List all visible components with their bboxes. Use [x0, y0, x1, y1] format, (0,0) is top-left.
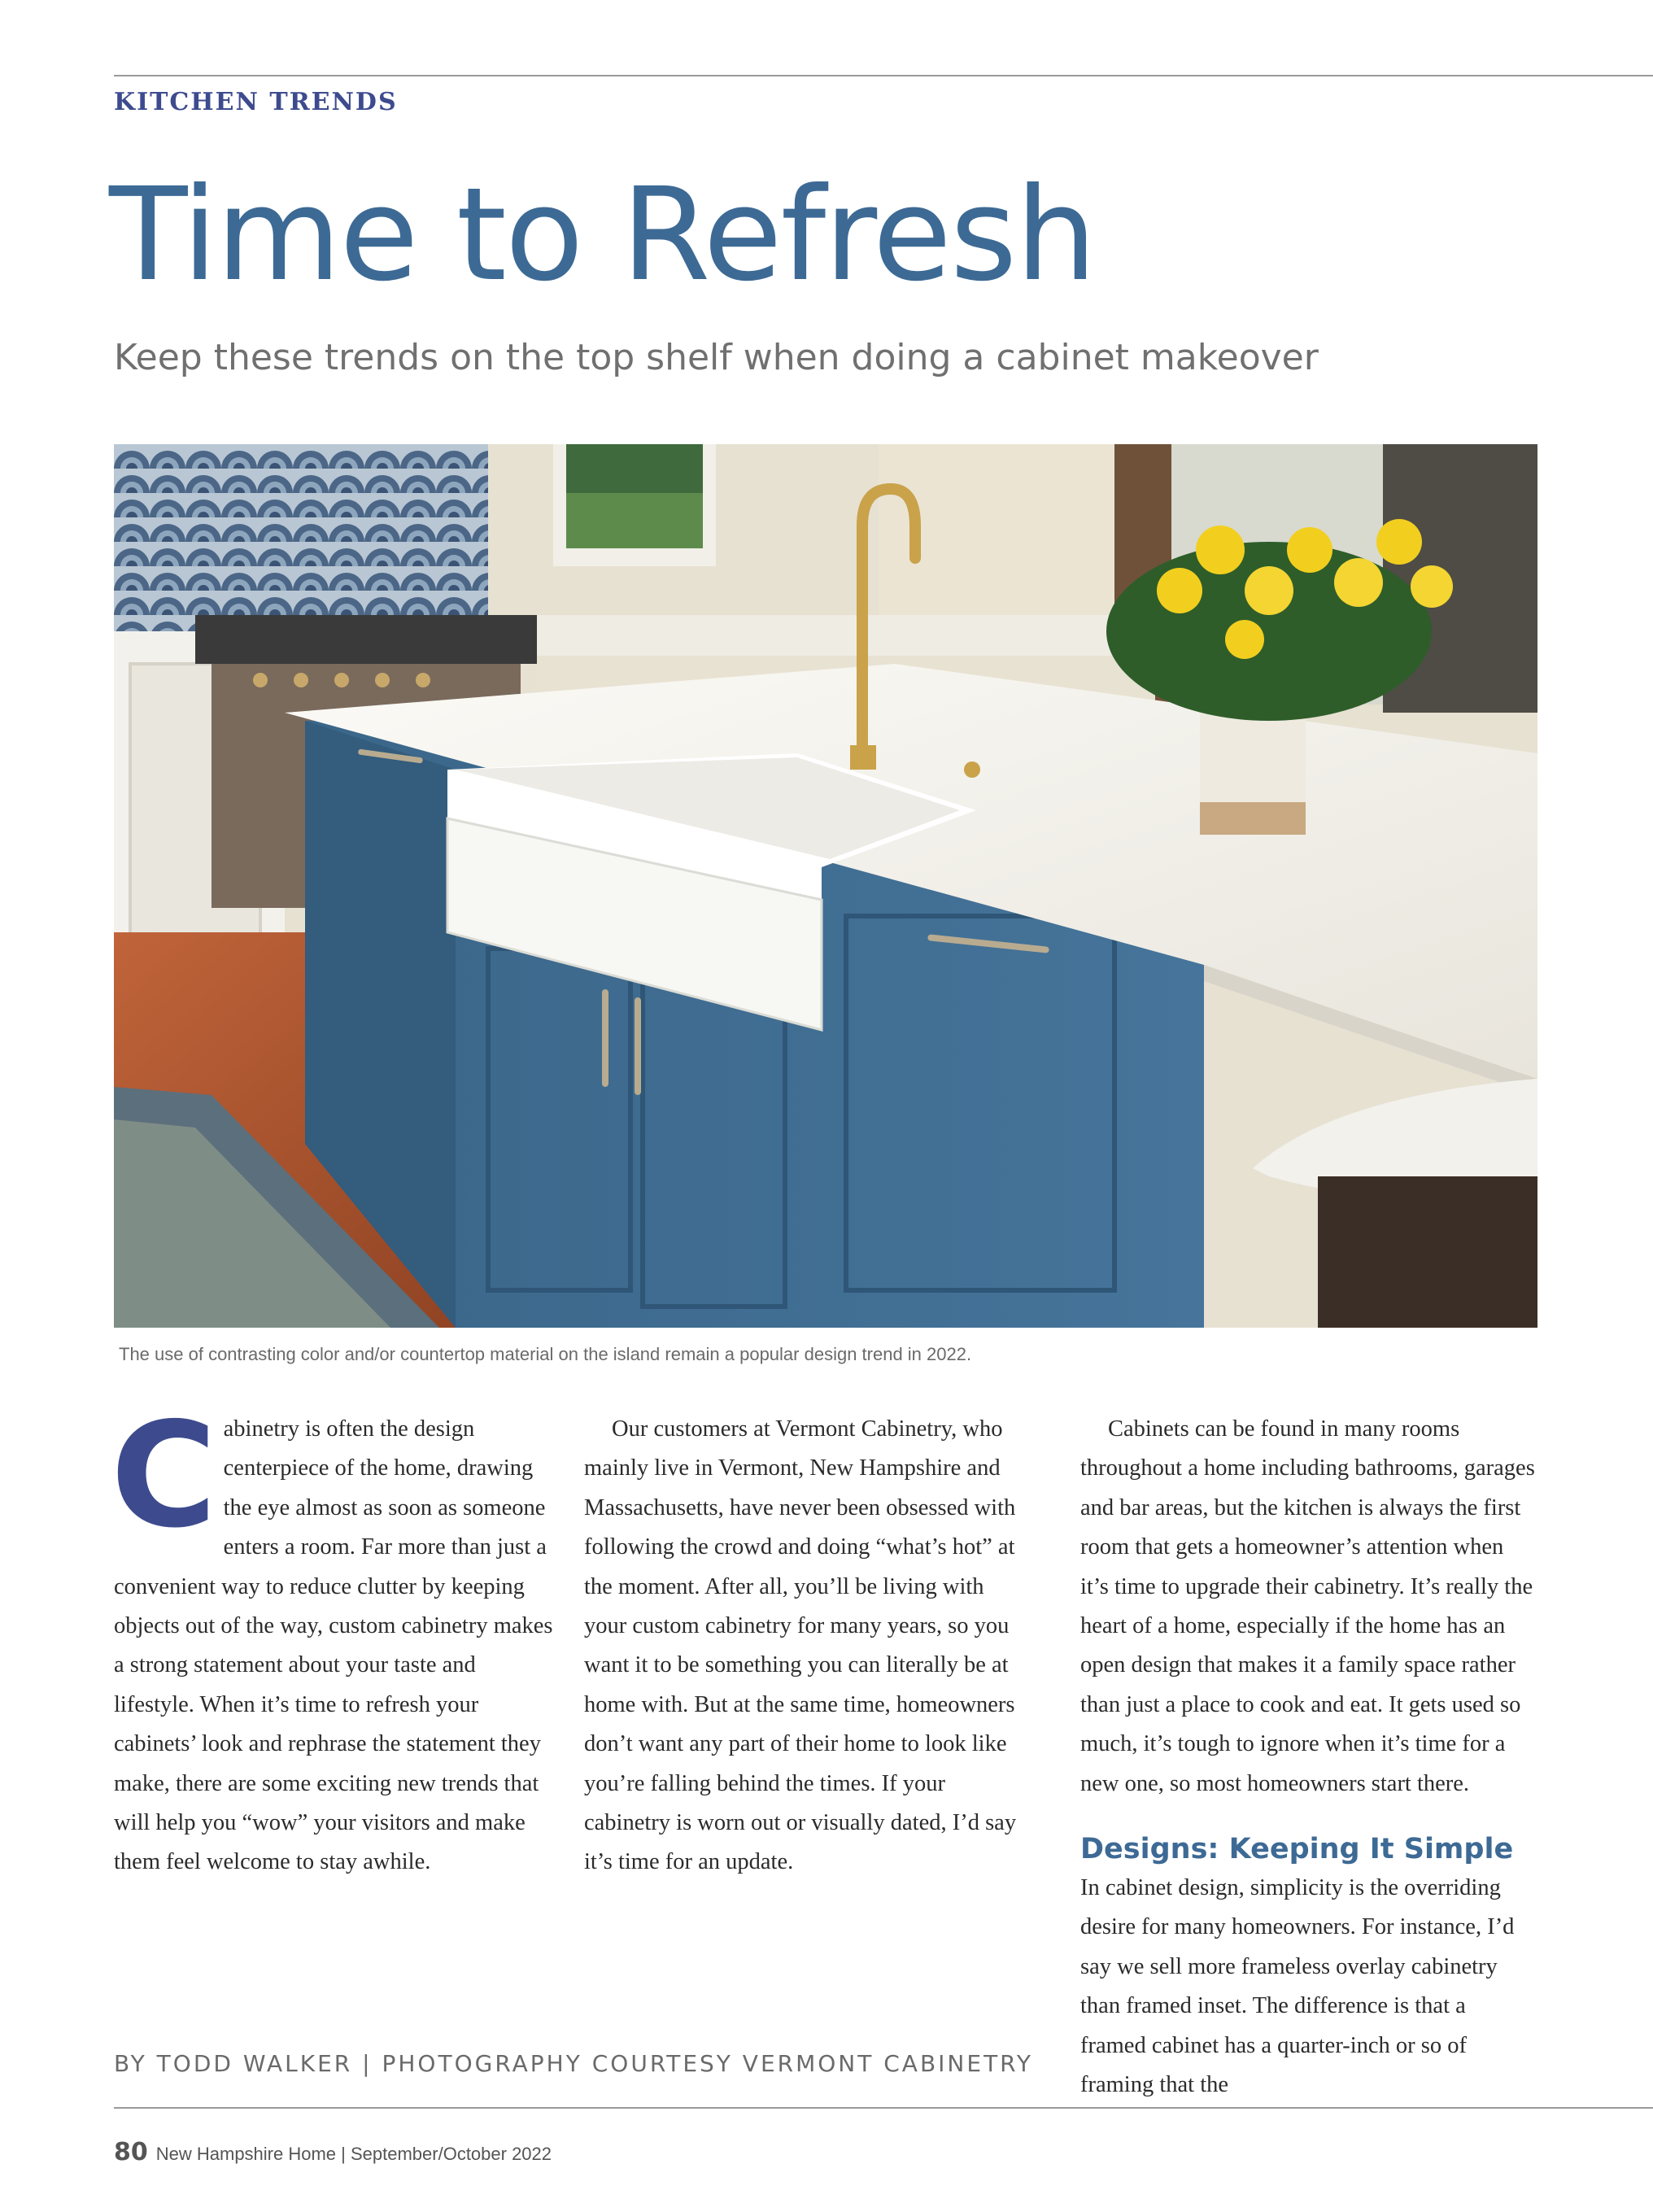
page-footer — [114, 2138, 552, 2166]
publication-info: New Hampshire Home | September/October 2022 — [155, 2144, 552, 2164]
article-column-1 — [111, 1391, 561, 1883]
drop-cap: C — [111, 1391, 217, 1560]
paragraph-4: In cabinet design, simplicity is the overriding desire for many homeowners. For instance, I’d say we sell more frameless overlay cabinetry than framed inset. The difference is that a framed cabinet has a quarter-inch or so of framing that the — [1080, 1875, 1515, 2098]
kitchen-photo-illustration — [114, 444, 1537, 1328]
bottom-rule — [114, 2107, 1653, 2109]
page-number: 80 — [114, 2138, 148, 2166]
photo-caption: The use of contrasting color and/or countertop material on the island remain a popular design trend in 2022. — [119, 1344, 972, 1364]
paragraph-3: Cabinets can be found in many rooms throughout a home including bathrooms, garages and bar areas, but the kitchen is always the first room that gets a homeowner’s attention when it’s time to upgrade their cabinetry. It’s really the heart of a home, especially if the home has an open design that makes it a family space rather than just a place to cook and eat. It gets used so much, it’s tough to ignore when it’s time for a new one, so most homeowners start there. — [1080, 1416, 1535, 1796]
byline: BY TODD WALKER | PHOTOGRAPHY COURTESY VERMONT CABINETRY — [114, 2050, 1033, 2077]
article-column-3 — [1080, 1410, 1536, 2105]
article-subtitle: Keep these trends on the top shelf when doing a cabinet makeover — [114, 337, 1319, 378]
section-subhead: Designs: Keeping It Simple — [1080, 1833, 1514, 1866]
kitchen-island-photo — [114, 444, 1537, 1328]
article-title: Time to Refresh — [109, 160, 1096, 310]
section-label: KITCHEN TRENDS — [114, 88, 398, 116]
top-rule — [114, 75, 1653, 76]
article-column-2 — [584, 1410, 1027, 1883]
paragraph-2: Our customers at Vermont Cabinetry, who mainly live in Vermont, New Hampshire and Massachusetts, have never been obsessed with following the crowd and doing “what’s hot” at the moment. After all, you’ll be living with your custom cabinetry for many years, so you want it to be something you can literally be at home with. But at the same time, homeowners don’t want any part of their home to look like you’re falling behind the times. If your cabinetry is worn out or visually dated, I’d say it’s time for an update. — [584, 1416, 1017, 1875]
paragraph-1: abinetry is often the design centerpiece of the home, drawing the eye almost as soon as someone enters a room. Far more than just a convenient way to reduce clutter by keeping objects out of the way, custom cabinetry makes a strong statement about your taste and lifestyle. When it’s time to refresh your cabinets’ look and rephrase the statement they make, there are some exciting new trends that will help you “wow” your visitors and make them feel welcome to stay awhile. — [114, 1416, 553, 1875]
